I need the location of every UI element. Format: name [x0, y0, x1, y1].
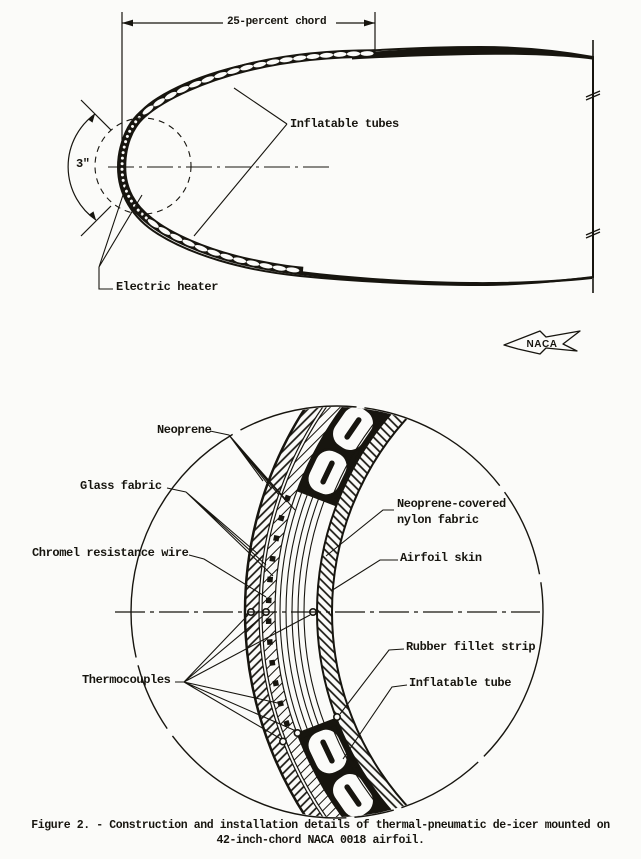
nose-dim-arrow-top — [88, 112, 98, 122]
nose-diameter-label: 3" — [76, 157, 90, 171]
electric-heater-label: Electric heater — [116, 280, 219, 294]
naca-logo — [504, 331, 580, 354]
inflatable-tubes-label: Inflatable tubes — [290, 117, 399, 131]
glass-fabric-label: Glass fabric — [80, 479, 162, 493]
figure-caption-line1: Figure 2. - Construction and installation details of thermal-pneumatic de-icer mounted on — [31, 819, 610, 832]
chromel-wire-label: Chromel resistance wire — [32, 546, 189, 560]
chord-dimension-label: 25-percent chord — [227, 16, 327, 28]
figure-caption-line2: 42-inch-chord NACA 0018 airfoil. — [216, 834, 425, 847]
dim-arrow-left — [122, 20, 133, 27]
detail-view-drawing — [0, 395, 641, 859]
nylon-fabric-label-line1: Neoprene-covered — [397, 497, 506, 511]
naca-logo-text: NACA — [526, 339, 558, 350]
dim-arrow-right — [364, 20, 375, 27]
inflatable-tube-label: Inflatable tube — [409, 676, 512, 690]
thermocouples-label: Thermocouples — [82, 673, 171, 687]
neoprene-label: Neoprene — [157, 423, 212, 437]
nylon-fabric-label-line2: nylon fabric — [397, 513, 479, 527]
rubber-fillet-label: Rubber fillet strip — [406, 640, 536, 654]
airfoil-skin-label: Airfoil skin — [400, 551, 482, 565]
nose-dim-slash-top — [81, 100, 111, 130]
top-view-drawing — [0, 0, 641, 395]
